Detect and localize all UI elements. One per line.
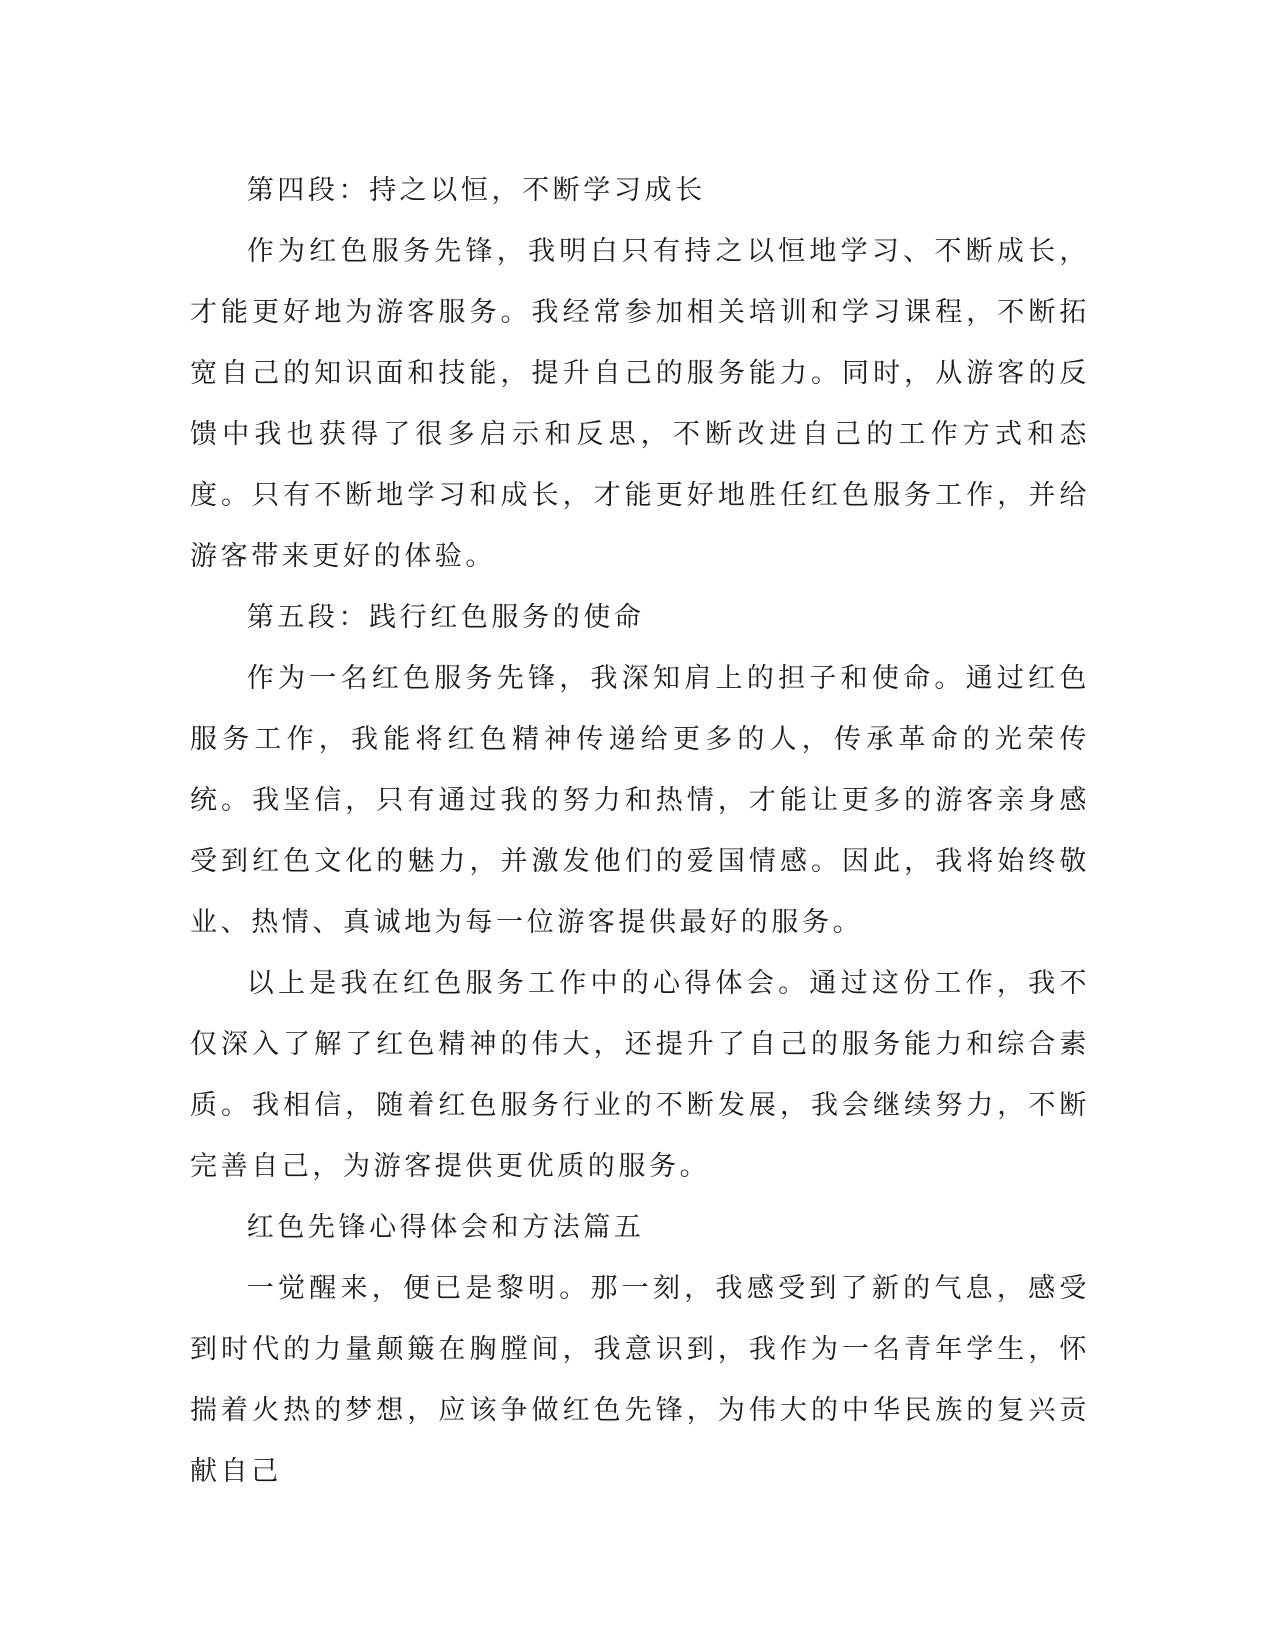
article-title-part-5: 红色先锋心得体会和方法篇五 — [246, 1212, 645, 1243]
section-heading-5: 第五段：践行红色服务的使命 — [246, 602, 645, 633]
paragraph-continuous-learning: 作为红色服务先锋，我明白只有持之以恒地学习、不断成长，才能更好地为游客服务。我经常参加相关培训和学习课程，不断拓宽自己的知识面和技能，提升自己的服务能力。同时，从游客的反馈中我也获得了很多启示和反思，不断改进自己的工作方式和态度。只有不断地学习和成长，才能更好地胜任红色服务工作，并给游客带来更好的体验。 — [190, 236, 1090, 572]
section-heading-4: 第四段：持之以恒，不断学习成长 — [246, 175, 706, 206]
paragraph-summary: 以上是我在红色服务工作中的心得体会。通过这份工作，我不仅深入了解了红色精神的伟大，还提升了自己的服务能力和综合素质。我相信，随着红色服务行业的不断发展，我会继续努力，不断完善自己，为游客提供更优质的服务。 — [190, 968, 1090, 1182]
paragraph-mission: 作为一名红色服务先锋，我深知肩上的担子和使命。通过红色服务工作，我能将红色精神传递给更多的人，传承革命的光荣传统。我坚信，只有通过我的努力和热情，才能让更多的游客亲身感受到红色文化的魅力，并激发他们的爱国情感。因此，我将始终敬业、热情、真诚地为每一位游客提供最好的服务。 — [190, 663, 1090, 938]
paragraph-dawn: 一觉醒来，便已是黎明。那一刻，我感受到了新的气息，感受到时代的力量颠簸在胸膛间，我意识到，我作为一名青年学生，怀揣着火热的梦想，应该争做红色先锋，为伟大的中华民族的复兴贡献自己 — [190, 1273, 1090, 1487]
document-body — [190, 160, 1090, 1502]
